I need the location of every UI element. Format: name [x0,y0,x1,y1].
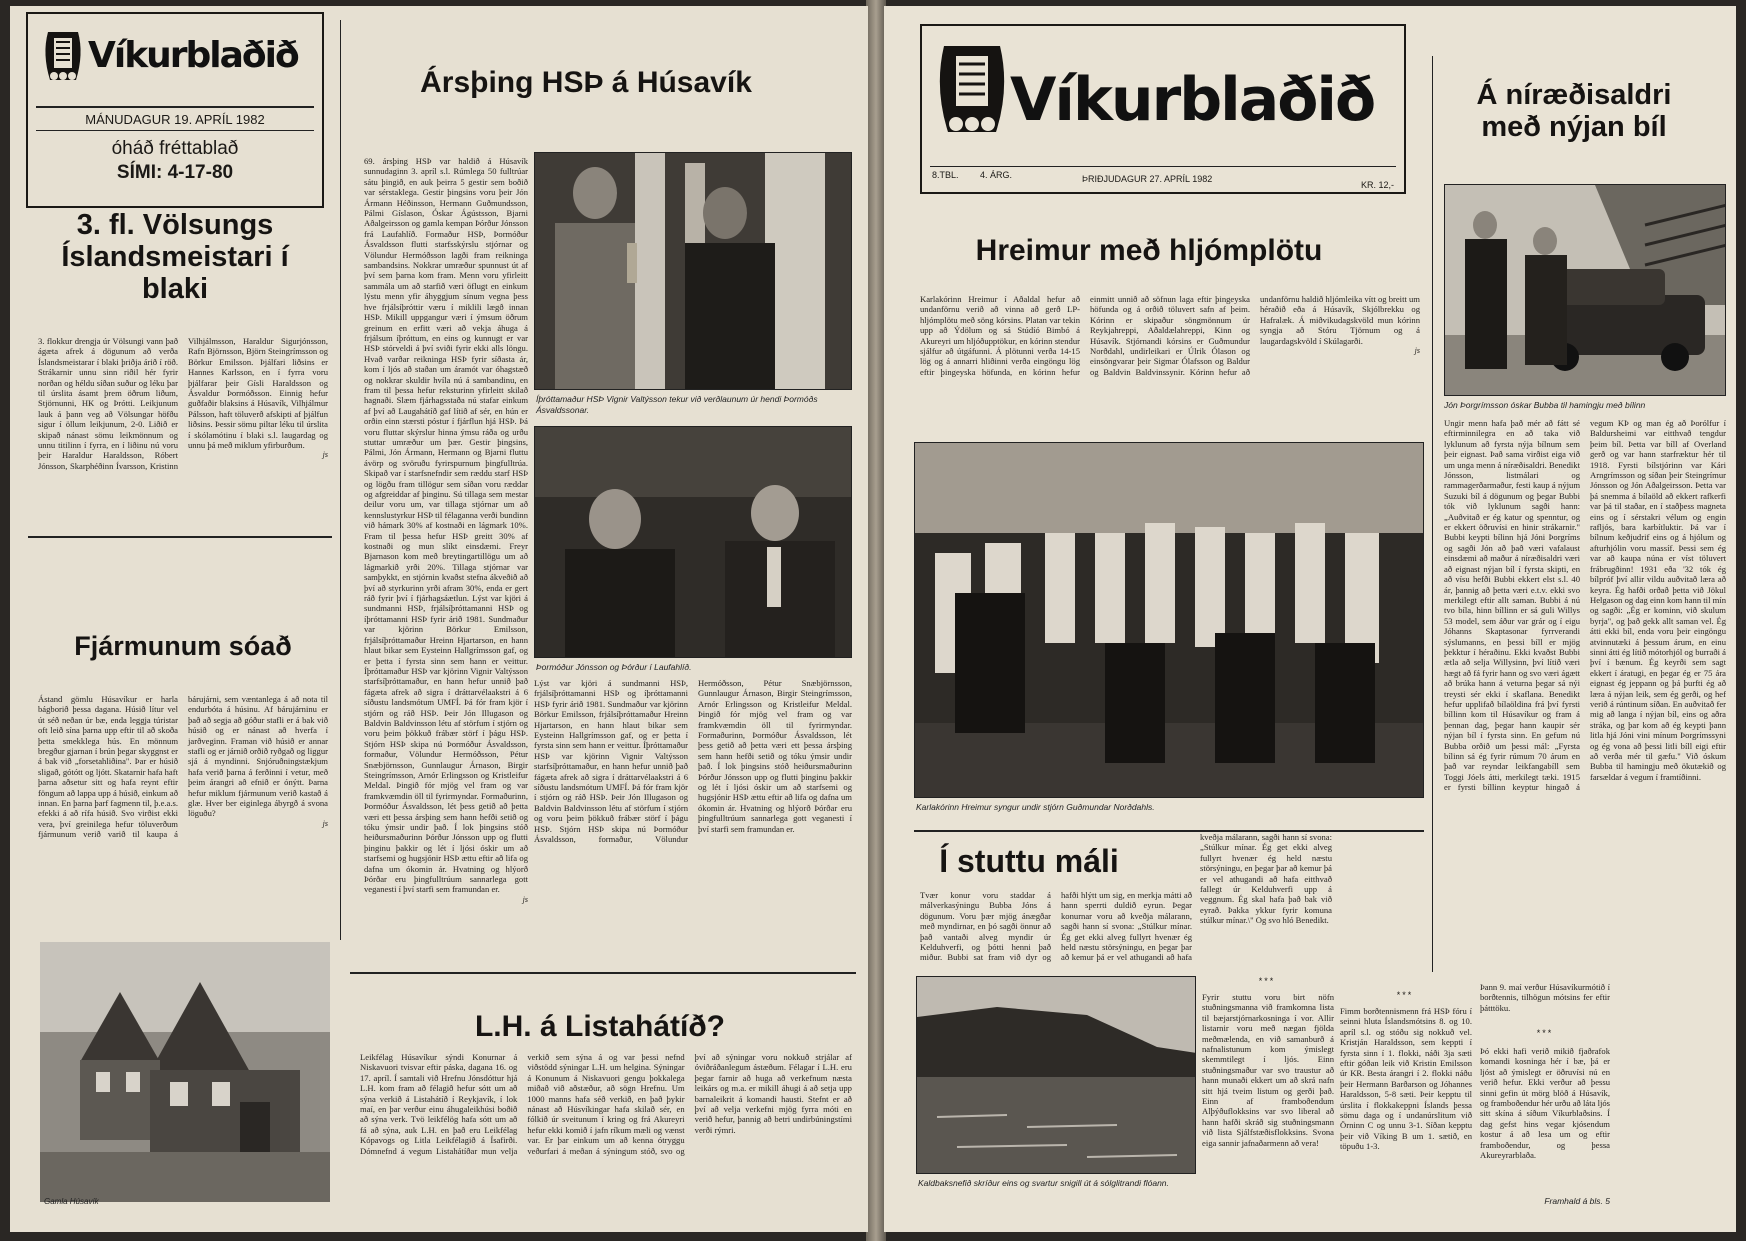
volsungur-article [38,336,328,522]
left-masthead [26,12,324,208]
photo-choir-caption: Karlakórinn Hreimur syngur undir stjórn Guðmundar Norðdahls. [916,802,1155,812]
hreimur-text: Karlakórinn Hreimur í Aðaldal hefur að undanförnu verið að vinna að gerð LP-hljómplötu með söng kórsins. Platan var tekin upp að Ýdölum og sá Stúdíó Bimbó á Akureyri um hljóðupptökur, en kórinn stendur sjálfur að útgáfunni. Á plötunni verða 14-15 lög og á annarri hliðinni verða eingöngu lög eftir þingeyska höfunda, en kórinn hefur einmitt unnið að söfnun laga eftir þingeyska höfunda og á orðið töluvert safn af þeim. Kórinn er skipaður söngmönnum úr Reykjahreppi, Aðaldælahreppi, Kinn og Húsavík. Stjórnandi kórsins er Guðmundur Norðdahl, undirleikari er Úlrik Ólason og einsöngvarar þeir Sigmar Ólafsson og Baldur og Baldvin Baldvinssynir. Kórinn hefur að undanförnu haldið hljómleika vítt og breitt um héraðið eða á Húsavík, Skjólbrekku og Hafralæk. Á miðvikudagskvöld mun kórinn syngja að Stóru Tjörnum og á laugardagskvöld í Skúlagarði. [920,294,1420,377]
niraedis-article [1444,418,1726,978]
stuttu-text-1-cont: kveðja málarann, sagði hann sí svona: „Stúlkur mínar. Ég get ekki alveg fullyrt hvenær ég held næstu störsýningu, en þegar þar að kemur þá er vel athugandi að hafa eitthvað fallegt úr Kelduhverfi upp á veggnum. Ég skal hafa það bak við eyrað. Þakka ykkur fyrir komuna stúlkur mínar.\" Og svo hló Benedikt. [1200,832,1332,926]
masthead-rule-2 [36,130,314,131]
photo-coast-caption: Kaldbaksnefið skríður eins og svartur snigill út á sólglitrandi flóann. [918,1178,1169,1188]
photo-two-men-caption: Þormóður Jónsson og Þórður í Laufahlíð. [536,662,692,672]
arsthing-headline: Ársþing HSÞ á Húsavík [420,66,752,99]
arsthing-article-cont [534,678,852,964]
photo-old-house-caption: Gamla Húsavík [44,1197,99,1206]
fjarmunum-article [38,694,328,840]
award-image [535,153,852,390]
fjarmunum-headline: Fjármunum sóað [74,631,292,661]
stuttu-text-2: Fyrir stuttu voru birt nöfn stuðningsmanna við framkomna lista til bæjarstjórnarkosninga í vor. Allir listarnir voru með nægan fjölda meðmælenda, en við samanburð á nafnalistunum kom ýmislegt skemmtilegt í ljós. Einn stuðningsmaður var svo traustur að hann munaði ekkert um að skrá nafn sitt hjá tveim listum og gerði það. Einn af framboðendum Alþýðuflokksins var svo liberal að hann hafði skráð sig stuðningsmann við lista Sjálfstæðisflokksins. Svona eiga sannir jafnaðarmenn að vera! [1202,992,1334,1148]
fjarmunum-signature: js [322,818,328,828]
photo-choir [914,442,1424,798]
coast-image [917,977,1196,1174]
stuttu-article-2 [1202,992,1334,1212]
stuttu-text-4: Þann 9. maí verður Húsavíkurmótið í borðtennis, tilhögun mótsins fer eftir þátttöku. [1480,982,1610,1013]
masthead-rule [36,106,314,108]
photo-car-caption: Jón Þorgrímsson óskar Bubba til hamingju með bílinn [1444,400,1646,410]
page-gutter [866,0,886,1241]
left-divider-2 [350,972,856,974]
viking-ship-logo-icon [40,24,86,90]
stuttu-text-1: Tvær konur voru staddar á málverkasýningu Bubba Jóns á dögunum. Voru þær mjög ánægðar með myndirnar, en þó sagði önnur að það vantaði alveg myndir úr Kelduhverfi, og þótti henni það miður. Bubbi sat fram við dyr og hafði hlýtt um sig, en merkja mátti að hann sperrti duldið eyrun. Þegar konurnar voru að kveðja málarann, sagði hann sí svona: „Stúlkur mínar. Ég get ekki alveg fullyrt hvenær ég held næstu störsýningu, en þegar þar að kemur þá er vel athugandi að hafa [920,890,1192,963]
masthead-date: MÁNUDAGUR 19. APRÍL 1982 [85,112,265,127]
photo-old-house [40,942,330,1210]
right-masthead [920,24,1406,194]
arsthing-signature: js [522,894,528,904]
masthead-issue: 8.TBL. [932,170,959,180]
right-column-rule [1432,56,1433,972]
stuttu-article-3 [1340,1006,1472,1206]
listahatid-text: Leikfélag Húsavíkur sýndi Konurnar á Niskavuori tvisvar eftir páska, dagana 16. og 17. apríl. Í samtali við Hrefnu Jónsdóttur hjá L.H. kom fram að félagið hefur sótt um að sýna verkið á Listahátíð í Reykjavík, í lok maí, en þar verður einu áhugaleikhúsi boðið að sýna verk. Tvö leikfélög hafa sótt um að fá að sýna, auk L.H. en það eru Leikfélag Kópavogs og Litla Leikfélagið á Ísafirði. Dómnefnd á vegum Listahátíðar mun velja verkið sem sýna á og var þessi nefnd viðstödd sýningar L.H. um helgina. Sýningar á Konunum á Niskavuori gengu þokkalega miðað við aðstæður, að sögn Hrefnu. Um 1000 manns hafa séð verkið, en það þykir nánast að Húsvíkingar hafa skilað sér, en fólkið úr sveitunum í kring og frá Akureyri hefur ekki komið í jafn ríkum mæli og vænst var. Er þar einkum um að kenna ótryggu veðurfari á meðan á sýningum stóð, svo og því að sýningar voru nokkuð strjálar af óviðráðanlegum ástæðum. Félagar í L.H. eru þegar farnir að huga að verkefnum næsta leikárs og m.a. er mikill áhugi á að setja upp barnaleikrit á komandi hausti. Stefnt er að því að velja verkefni mjög fyrra móti en verið hefur, þannig að betri undirbúningstími verði rýmri. [360,1052,852,1156]
masthead-tagline: óháð fréttablað [111,138,239,159]
photo-coast [916,976,1196,1174]
volsungur-text: 3. flokkur drengja úr Völsungi vann það ágæta afrek á dögunum að verða Íslandsmeistarar í blaki þriðja árið í röð. Strákarnir unnu sinn riðil hér fyrir norðan og héldu síðan suður og léku þar til úrslita ásamt þrem öðrum liðum, Stjörnunni, HK og Þrótti. Leikjunum lauk á þann veg að Völsungar höfðu sigur í öllum leikjunum, 2-0. Liðið er skipað nánast sömu leikmönnum og unnu titilinn í fyrra, en í liðinu nú voru þeir Haraldur Haraldsson, Róbert Jónsson, Skarphéðinn Ívarsson, Kristinn Vilhjálmsson, Haraldur Sigurjónsson, Rafn Björnsson, Björn Steingrímsson og Börkur Emilsson. Þjálfari liðsins er Hannes Karlsson, en í fyrra voru þjálfarar þeir Gísli Haraldsson og Ásvaldur Þormóðsson. Einnig hefur guðfaðir blaksins á Húsavík, Vilhjálmur Pálsson, haft töluverð afskipti af þjálfun liðsins. Þessir sömu piltar léku til úrslita í skólamótinu í blaki s.l. laugardag og unnu þá með miklum yfirburðum. [38,336,328,471]
masthead-price: KR. 12,- [1360,180,1394,190]
left-page [10,6,868,1232]
stuttu-text-3: Fimm borðtennismenn frá HSÞ fóru í seinni hluta Íslandsmótsins 8. og 10. apríl s.l. og stóðu sig nokkuð vel. Kristján Haraldsson, sem keppti í fyrsta sinn í 1. flokki, náði 3ja sæti eftir góðan leik við Kristin Emilsson úr KR. Besta árangri í 2. flokki náðu þeir Hermann Barðarson og Jóhannes Haraldsson, 5-8 sæti. Þeir kepptu til úrslita í flokkakeppni Íslands þessa sömu daga og í undanúrslitum við Örninn C og unnu 3-1. Síðan kepptu þeir við Víking B um 1. sætið, en töpuðu 1-3. [1340,1006,1472,1152]
left-column-rule [340,20,341,940]
stuttu-stars-1: *** [1258,976,1276,986]
photo-car [1444,184,1726,396]
fjarmunum-text: Ástand gömlu Húsavíkur er harla bágborið þessa dagana. Húsið lítur vel út séð neðan úr bæ, enda leggja túristar oft leið sína þarna upp eftir til að skoða þetta smekklega hús. En mönnum bregður gjarnan í brún þegar skyggnst er á bak við „forsetahliðina". Þar er húsið sligað, gótótt og ljótt. Skatarnir hafa haft þarna aðsetur sitt og hafa reynt eftir föngum að lappa upp á húsið, einkum að innan. En þarna þarf fagmenn til, þ.e.a.s. efekki á að rífa húsið. Svo virðist ekki vera, því greinilega hefur töluverðum fjármunum verið varið til kaupa á bárujárni, sem væntanlega á að nota til endurbóta á húsinu. Af bárujárninu er það að segja að góður stafli er á bak við húsið og er nánast að hverfa í jarðveginn. Framan við húsið er annar stafli og er járnið orðið ryðgað og liggur sjá á myndinni. Snjóruðningstækjum hafa verið þarna á ferðinni í vetur, með þeim árangri að efnið er ónýtt. Þarna hefur miklum fjármunum verið kastað á glæ. Hver ber eiginlega ábyrgð á svona löguðu? [38,694,328,840]
niraedis-headline: Á níræðisaldri með nýjan bíl [1476,79,1672,143]
masthead-phone: SÍMI: 4-17-80 [116,162,234,183]
arsthing-text: 69. ársþing HSÞ var haldið á Húsavík sunnudaginn 3. apríl s.l. Rúmlega 50 fulltrúar sátu þingið, en auk þeirra 5 gestir sem boðið var sérstaklega. Gestir þingsins voru þeir Jón Ármann Héðinsson, Hermann Guðmundsson, Pálmi Gíslason, Óskar Ágústsson, Bjarni Aðalgeirsson og gamla kempan Þórður Jónsson frá Laufahlíð. Formaður HSÞ, Þormóður Ásvaldsson flutti starfsskýrslu stjórnar og Völundur Hermóðsson lagði fram reikninga sambandsins. Nokkrar umræður spunnust út af því sem þarna kom fram. Menn voru yfirleitt sammála um að starfið væri öflugt en einkum lýstu menn yfir áhyggjum sínum vegna þess hve frjálsíþróttir væru í miklili lægð innan HSÞ. Mikill uppgangur væri í ýmsum öðrum greinum en erfitt væri að vekja áhuga á frjálsum íþróttum, en eins og kunnugt er var HSÞ stórveldi á því sviði fyrir ekki alls löngu. Hvað varðar reikninga HSÞ fyrir síðasta ár, kom í ljós að staðan um áramót var óhagstæð og nokkrar skuldir hvíla nú á sambandinu, en fram til þessa hefur reksturinn yfirleitt skilað hagnaði. Slæm fjárhagsstaða nú stafar einkum af því að Laugahátíð gaf lítið af sér, en hún er orðin einn stærsti póstur í fjárflun hjá HSÞ. Þá voru fluttar skýrslur hinna ýmsu ráða og urðu stuttar umræður um þær. Gestir þingsins, Pálmi, Jón Ármann, Hermann og Bjarni fluttu ávörp og svöruðu fyrirspurnum þingfulltrúa. Skipað var í starfsnefndir sem ræddu starf HSÞ og lögðu fram tillögur sem síðan voru ræddar og afgreiddar af þinginu. Sú tillaga sem mestar deilur voru um, var tillaga stjórnar um að kennslustyrkur HSÞ til félaganna verði bundinn við hámark 30% af kostnaði en lágmark 10%. Fram til þessa hefur HSÞ greitt 30% af kostnaði og mun slíkt einsdæmi. Freyr Bjarnason kom með breytingartillögu um að lágmarkið yrði 20%. Tillaga stjórnar var samþykkt, en stjórnin kvaðst stefna ákveðið að því að styrkurinn yrði afram 30%, enda er gert ráð fyrir því í fjárhagsáætlun. Lýst var kjöri á sundmanni HSÞ, frjálsíþróttamanni HSÞ og íþróttamanni HSÞ fyrir árið 1981. Sundmaður var kjörinn Börkur Emilsson, frjálsíþróttamaður Hreinn Hjartarson, en hann hlaut bikar sem Eysteinn Hallgrímsson gaf, og er þetta í fyrsta sinn sem hann er veittur. Íþróttamaður HSÞ var kjörinn Vignir Valtýsson starfsíþróttamaður, en hann hefur unnið það fágæta afrek að sigra í dráttarvélaakstri á 6 síðustu landsmótum UMFÍ. Þá fór fram kjör í stjórn og ráð HSÞ. Þeir Jón Illugason og Baldvin Baldvinsson létu af störfum í stjórn og voru þeim þökkuð frábær störf í þágu HSÞ. Stjórn HSÞ skipa nú Þormóður Ásvaldsson, formaður, Völundur Hermóðsson, Pétur Snæbjörnsson, Gunnlaugur Árnason, Birgir Steingrímsson, Arnór Erlingsson og Kristleifur Meldal. Þingið fór mjög vel fram og var framkvæmdin öll til fyrirmyndar. Formaðurinn, Þormóður Ásvaldsson, lét þess getið að þetta væri ett þessa ársþing sem hann hefði setið og tóku ýmsir undir það. Í lok þingsins stóð heiðursmaðurinn Þórður Jónsson upp og flutti þinginu þakkir og lét í ljósi óskir um að starfsemi og hugsjónir HSÞ ættu eftir að lifa og dafna um ókomin ár. Hvatning og hlýorð Þórðar eru þingfulltrúum sannarlega gott veganesti í því starfi sem framundan er. [364,156,528,895]
car-image [1445,185,1726,396]
viking-ship-logo-icon-right [932,36,1012,146]
volsungur-signature: js [322,450,328,460]
masthead-right-date: ÞRIÐJUDAGUR 27. APRÍL 1982 [1082,174,1213,184]
choir-image [915,443,1424,798]
stuttu-article-5 [1480,1046,1610,1186]
photo-award [534,152,852,390]
stuttu-article-4 [1480,982,1610,1022]
photo-two-men [534,426,852,658]
right-divider-1 [914,830,1424,832]
volsungur-headline: 3. fl. Völsungs Íslandsmeistari í blaki [61,209,289,305]
stuttu-continued: Framhald á bls. 5 [1544,1196,1610,1206]
masthead-year: 4. ÁRG. [980,170,1013,180]
stuttu-article-1 [920,890,1192,970]
masthead-logo: Víkurblaðið [88,35,298,76]
old-house-image [40,942,330,1202]
stuttu-text-5: Þó ekki hafi verið mikið fjaðrafok komandi kosninga hér í bæ, þá er ljóst að ýmislegt er öðruvísi nú en verið hefur. Ekki verður að þessu sinni gefin út mörg blöð á Húsavík, og framboðendur hér urðu að láta ljós sitt skína á síðum Víkurblaðsins. Í dag gefst hins vegar kjósendum kostur á að lesa um og eftir framboðendur, og þessa Akureyrarblaða. [1480,1046,1610,1161]
stuttu-stars-3: *** [1536,1028,1554,1038]
two-men-image [535,427,852,658]
masthead-right-rule [930,166,1396,167]
left-divider-1 [28,536,332,538]
stuttu-headline: Í stuttu máli [939,843,1119,879]
hreimur-headline: Hreimur með hljómplötu [975,234,1323,267]
arsthing-article [364,156,528,964]
listahatid-article [360,1052,852,1220]
listahatid-headline: L.H. á Listahátíð? [474,1010,726,1043]
niraedis-text: Ungir menn hafa það mér að fátt sé eftirminnilegra en að taka við lyklunum að fyrsta nýja bílnum sem þeir eignast. Það sama virðist eiga við um unga menn á níræðisaldri. Benedikt Jónsson, listmálari og rammagerðarmaður, festi kaup á nýjum Suzuki bíl á dögunum og þegar Bubbi tók við lyklunum sagði hann: „Auðvitað er ég katur og spenntur, og er ekkert öðruvísi en hinir strákarnir." Bubbi keypti bílinn hjá Jóni Þorgríms og sagði Jón að það væri vafalaust einsdæmi að maður á níræðisaldri væri að eignast nýjan bíl í fyrsta skipti, en að vísu hefði Bubbi ekkert elst s.l. 40 ár, þannig að þetta væri e.t.v. ekki svo merkilegt eftir allt saman. Bubbi á nú tvo bíla, hinn bíllinn er sá guli Willys 53 model, sem áður var grár og í eigu Jóhanns Skaptasonar fyrrverandi sýslumanns, en þessi bíll er mjög þekktur í héraðinu. Ekki kvaðst Bubbi ætla að selja Willysinn, því lítið væri hægt að fá fyrir hann og svo væri ágætt að brúka hann á veturna þegar sá nýi treysti sér ekki í skaflana. Benedikt hefur upplifað bílaöldina frá því fyrsti bíllinn kom til Húsavíkur og fram á þennan dag, þegar hann kaupir sér nýjan bíl í fyrsta sinn. En gefum nú Bubba orðið um þessi mál: „Fyrsta bílinn sá ég fyrir rúmum 70 árum en það var reyndar leikfangabíll sem Toggi Jóels átti, merkilegt tæki. 1915 er fyrsti bíllinn keyptur hingað á vegum KÞ og man ég að Þorólfur í Baldursheimi var eitthvað tengdur þeim bíl. Þetta var bíll af Overland gerð og var hann starfræktur hér til 1918. Fyrsti bílstjórinn var Kári Arngrímsson og síðan þeir Steingrímur Jónsson og Jón Aðalgeirsson. Þetta var þá snemma á bílaöld að ekkert rafkerfi var þá til staðar, en í staðþess magneta eins og í sérstakri vélum og engin rafljós, bara karbítluktir. Þá var í bílnum keðjudrif eins og á hjólum og afturhjólin voru massíf. Þessi sem ég var að kaupa núna er víst töluvert frábrugðinn! 1931 eða '32 tók ég bílpróf því allir vildu auðvitað læra að keyra. Ég hafði orðað þetta við Jökul Helgason og dag einn kom hann til mín og sagði: „Ég er kominn, við skulum byrja", og það gekk allt saman vel. Ég átti ekki bíl, enda voru þeir eingöngu atvinnutæki á þessum árum, en einu sinni átti ég lítið mótorhjól og burraði á því í bænum. Ég keyrði sem sagt ekkert í áratugi, en þegar ég er 75 ára eignast ég jeppann og þá þurfti ég að læra á nýjan leik, sem ég gerði, og hef verið á rúntinum síðan. En auðvitað fer mig að langa í nýjan bíl, eins og aðra stráka, og þar kom að ég keypti þann litla hjá Jóni vini mínum Þorgrímssyni og ég vona að þessi litli bíll eigi eftir að verða mér til gæfu." Við óskum Bubba til hamingju með ökutækið og farsældar á vegum í framtíðinni. [1444,418,1726,793]
hreimur-signature: js [1414,346,1420,356]
hreimur-article [920,294,1420,426]
right-page [884,6,1736,1232]
stuttu-stars-2: *** [1396,990,1414,1000]
masthead-logo-right: Víkurblaðið [1010,65,1375,135]
stuttu-article-1b [1200,832,1332,972]
photo-award-caption: Íþróttamaður HSÞ Vignir Valtýsson tekur við verðlaunum úr hendi Þormóðs Ásvaldssonar. [536,394,818,415]
arsthing-text-cont: Lýst var kjöri á sundmanni HSÞ, frjálsíþróttamanni HSÞ og íþróttamanni HSÞ fyrir árið 1981. Sundmaður var kjörinn Börkur Emilsson, frjálsíþróttamaður Hreinn Hjartarson, en hann hlaut bikar sem Eysteinn Hallgrímsson gaf, og er þetta í fyrsta sinn sem hann er veittur. Íþróttamaður HSÞ var kjörinn Vignir Valtýsson starfsíþróttamaður, en hann hefur unnið það fágæta afrek að sigra í dráttarvélaakstri á 6 síðustu landsmótum UMFÍ. Þá fór fram kjör í stjórn og ráð HSÞ. Þeir Jón Illugason og Baldvin Baldvinsson létu af störfum í stjórn og voru þeim þökkuð frábær störf í þágu HSÞ. Stjórn HSÞ skipa nú Þormóður Ásvaldsson, formaður, Völundur Hermóðsson, Pétur Snæbjörnsson, Gunnlaugur Árnason, Birgir Steingrímsson, Arnór Erlingsson og Kristleifur Meldal. Þingið fór mjög vel fram og var framkvæmdin öll til fyrirmyndar. Formaðurinn, Þormóður Ásvaldsson, lét þess getið að þetta væri ett þessa ársþing sem hann hefði setið og tóku ýmsir undir það. Í lok þingsins stóð heiðursmaðurinn Þórður Jónsson upp og flutti þinginu þakkir og lét í ljósi óskir um að starfsemi og hugsjónir HSÞ ættu eftir að lifa og dafna um ókomin ár. Hvatning og hlýorð Þórðar eru þingfulltrúum sannarlega gott veganesti í því starfi sem framundan er. [534,678,852,845]
